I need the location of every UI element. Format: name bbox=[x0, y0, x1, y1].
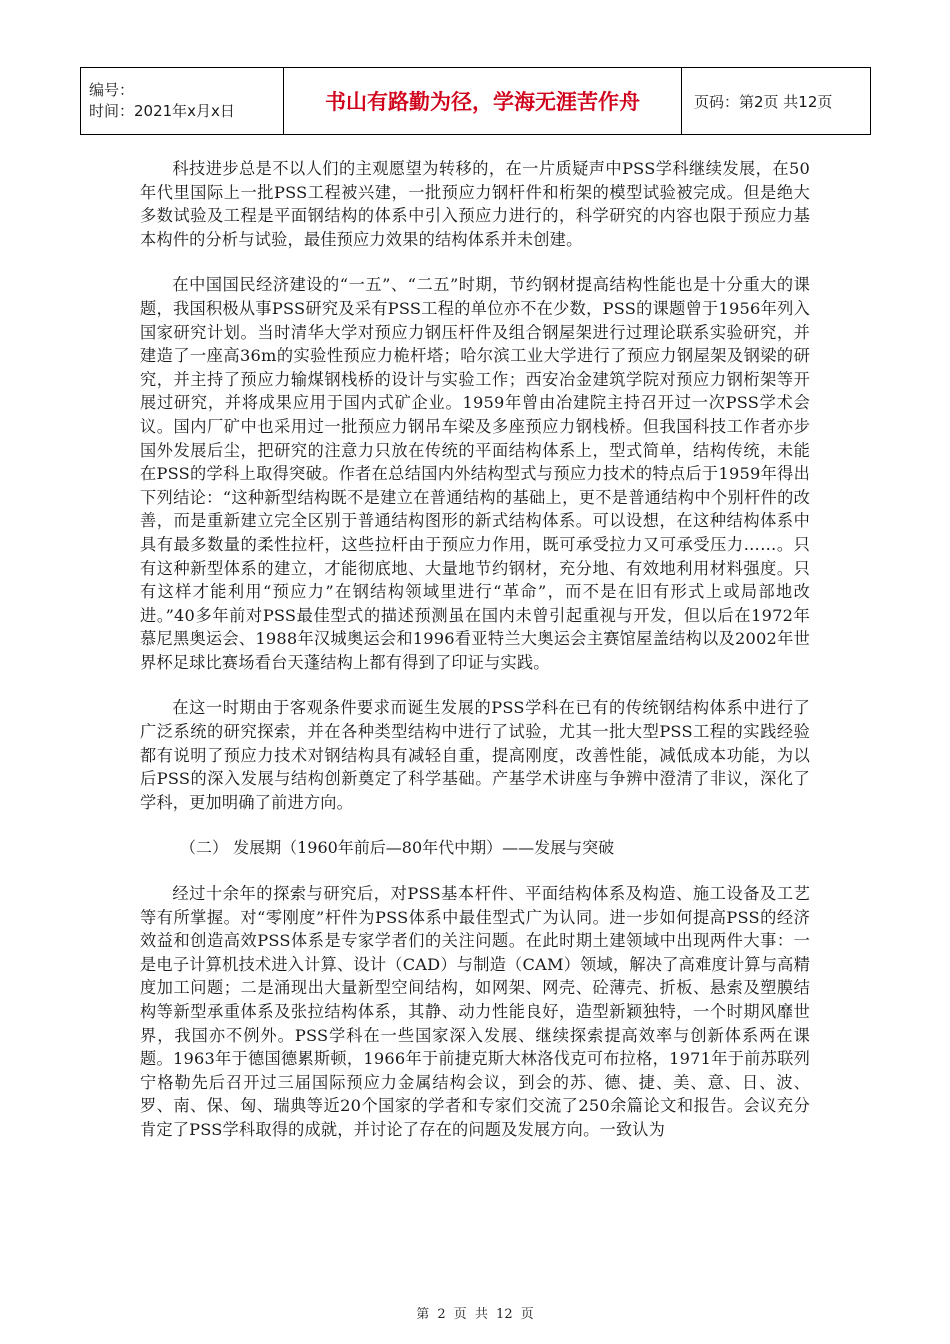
time-label: 时间：2021年x月x日 bbox=[89, 102, 235, 120]
header-motto: 书山有路勤为径，学海无涯苦作舟 bbox=[284, 68, 682, 134]
section-heading: （二） 发展期（1960年前后—80年代中期）——发展与突破 bbox=[180, 838, 615, 858]
paragraph: 科技进步总是不以人们的主观愿望为转移的，在一片质疑声中PSS学科继续发展，在50年代里国际上一批PSS工程被兴建，一批预应力钢杆件和桁架的模型试验被完成。但是绝大多数试验及工程是平面钢结构的体系中引入预应力进行的，科学研究的内容也限于预应力基本构件的分析与试验，最佳预应力效果的结构体系并未创建。 bbox=[140, 159, 810, 249]
document-body bbox=[140, 157, 810, 1142]
number-label: 编号： bbox=[89, 81, 135, 99]
paragraph: 在这一时期由于客观条件要求而诞生发展的PSS学科在已有的传统钢结构体系中进行了广泛系统的研究探索，并在各种类型结构中进行了试验，尤其一批大型PSS工程的实践经验都有说明了预应力技术对钢结构具有减轻自重，提高刚度，改善性能，减低成本功能，为以后PSS的深入发展与结构创新奠定了科学基础。产基学术讲座与争辨中澄清了非议，深化了学科，更加明确了前进方向。 bbox=[140, 698, 810, 812]
header-meta bbox=[81, 68, 284, 134]
document-header bbox=[80, 67, 871, 135]
header-page-info: 页码：第2页 共12页 bbox=[694, 92, 833, 111]
page-footer: 第 2 页 共 12 页 bbox=[416, 1307, 534, 1322]
paragraph: 在中国国民经济建设的“一五”、“二五”时期，节约钢材提高结构性能也是十分重大的课题，我国积极从事PSS研究及采有PSS工程的单位亦不在少数，PSS的课题曾于1956年列入国家研究计划。当时清华大学对预应力钢压杆件及组合钢屋架进行过理论联系实验研究，并建造了一座高36m的实验性预应力桅杆塔；哈尔滨工业大学进行了预应力钢屋架及钢梁的研究，并主持了预应力输煤钢栈桥的设计与实验工作；西安冶金建筑学院对预应力钢桁架等开展过研究，并将成果应用于国内式矿企业。1959年曾由冶建院主持召开过一次PSS学术会议。国内厂矿中也采用过一批预应力钢吊车梁及多座预应力钢栈桥。但我国科技工作者亦步国外发展后尘，把研究的注意力只放在传统的平面结构体系上，型式简单，结构传统，未能在PSS的学科上取得突破。作者在总结国内外结构型式与预应力技术的特点后于1959年得出下列结论：“这种新型结构既不是建立在普通结构的基础上，更不是普通结构中个别杆件的改善，而是重新建立完全区别于普通结构图形的新式结构体系。可以设想，在这种结构体系中具有最多数量的柔性拉杆，这些拉杆由于预应力作用，既可承受拉力又可承受压力……。只有这种新型体系的建立，才能彻底地、大量地节约钢材，充分地、有效地利用材料强度。只有这样才能利用“预应力”在钢结构领域里进行“革命”，而不是在旧有形式上或局部地改进。”40多年前对PSS最佳型式的描述预测虽在国内未曾引起重视与开发，但以后在1972年慕尼黑奥运会、1988年汉城奥运会和1996看亚特兰大奥运会主赛馆屋盖结构以及2002年世界杯足球比赛场看台天蓬结构上都有得到了印证与实践。 bbox=[140, 275, 810, 672]
paragraph: 经过十余年的探索与研究后，对PSS基本杆件、平面结构体系及构造、施工设备及工艺等有所掌握。对“零刚度”杆件为PSS体系中最佳型式广为认同。进一步如何提高PSS的经济效益和创造高效PSS体系是专家学者们的关注问题。在此时期土建领域中出现两件大事：一是电子计算机技术进入计算、设计（CAD）与制造（CAM）领域，解决了高难度计算与高精度加工问题；二是涌现出大量新型空间结构，如网架、网壳、砼薄壳、折板、悬索及塑膜结构等新型承重体系及张拉结构体系，其静、动力性能良好，造型新颖独特，一个时期风靡世界，我国亦不例外。PSS学科在一些国家深入发展、继续探索提高效率与创新体系两在课题。1963年于德国德累斯顿，1966年于前捷克斯大林洛伐克可布拉格，1971年于前苏联列宁格勒先后召开过三届国际预应力金属结构会议，到会的苏、德、捷、美、意、日、波、罗、南、保、匈、瑞典等近20个国家的学者和专家们交流了250余篇论文和报告。会议充分肯定了PSS学科取得的成就，并讨论了存在的问题及发展方向。一致认为 bbox=[140, 884, 810, 1139]
